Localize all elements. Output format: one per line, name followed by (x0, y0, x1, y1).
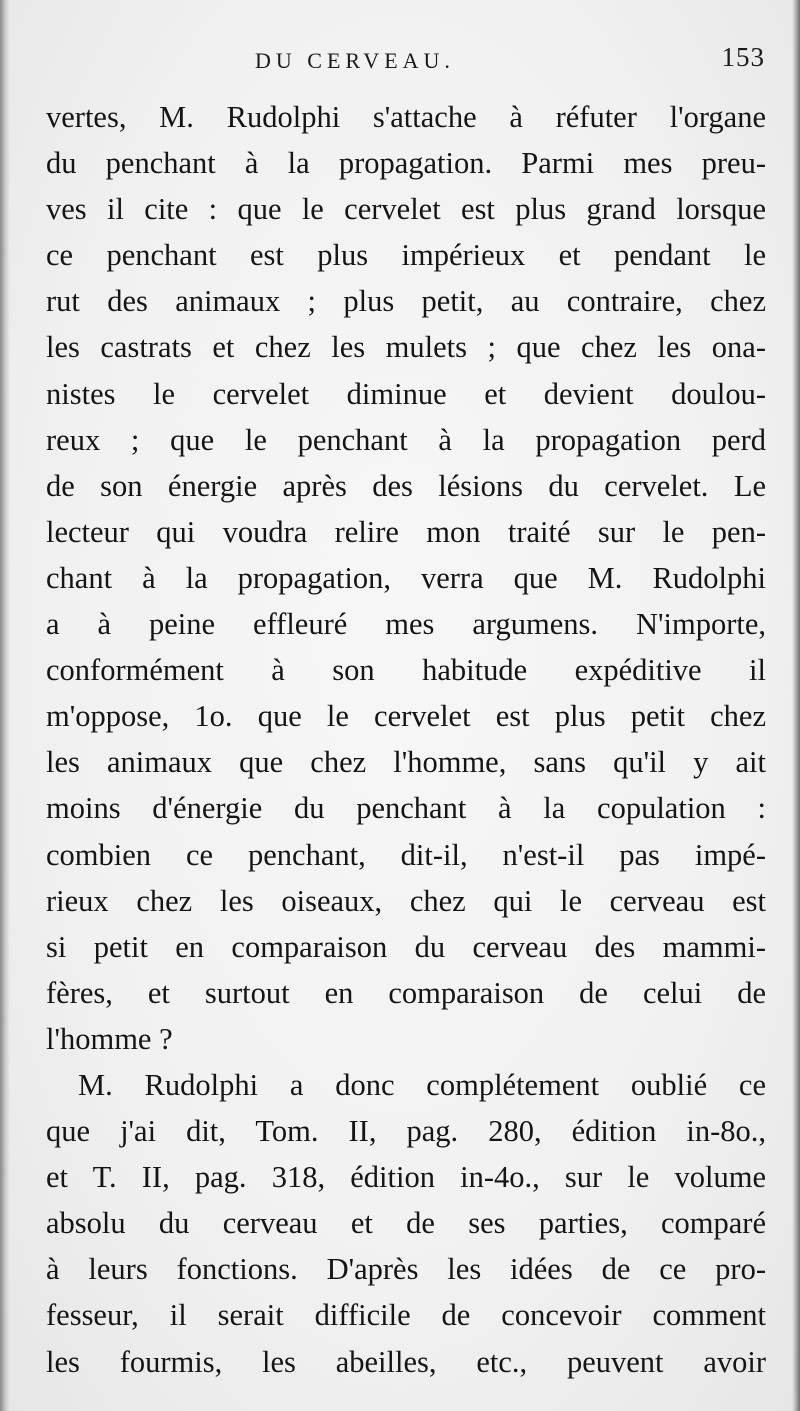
text-line: absolu du cerveau et de ses parties, comparé (46, 1206, 766, 1241)
text-line: si petit en comparaison du cerveau des mammi- (46, 929, 766, 964)
text-line: les animaux que chez l'homme, sans qu'il y ait (46, 745, 766, 780)
text-line: que j'ai dit, Tom. II, pag. 280, édition in-8o., (46, 1114, 766, 1149)
text-line: m'oppose, 1o. que le cervelet est plus petit chez (46, 699, 766, 734)
text-line: M. Rudolphi a donc complétement oublié ce (78, 1067, 766, 1102)
text-line: fères, et surtout en comparaison de celui de (46, 975, 766, 1010)
page-left-edge-shadow (0, 0, 10, 1411)
text-line: de son énergie après des lésions du cervelet. Le (46, 468, 766, 503)
text-line: lecteur qui voudra relire mon traité sur le pen- (46, 514, 766, 549)
text-line: rut des animaux ; plus petit, au contraire, chez (46, 284, 766, 319)
text-line: reux ; que le penchant à la propagation perd (46, 422, 766, 457)
text-line: vertes, M. Rudolphi s'attache à réfuter l'organe (46, 100, 766, 134)
page-header (40, 40, 765, 80)
text-line: du penchant à la propagation. Parmi mes preu- (46, 146, 766, 181)
text-line: moins d'énergie du penchant à la copulation : (46, 791, 766, 826)
text-line: ce penchant est plus impérieux et pendant le (46, 238, 766, 273)
text-line: et T. II, pag. 318, édition in-4o., sur le volume (46, 1160, 766, 1195)
text-line: conformément à son habitude expéditive il (46, 653, 766, 688)
text-line: les fourmis, les abeilles, etc., peuvent avoir (46, 1344, 766, 1379)
page-number: 153 (721, 42, 765, 72)
text-line: l'homme ? (46, 1021, 173, 1056)
text-line: à leurs fonctions. D'après les idées de ce pro- (46, 1252, 766, 1287)
text-line: combien ce penchant, dit-il, n'est-il pas impé- (46, 837, 766, 872)
text-line: nistes le cervelet diminue et devient doulou- (46, 376, 766, 411)
text-line: ves il cite : que le cervelet est plus grand lorsque (46, 192, 766, 227)
body-text (46, 94, 766, 1385)
text-line: rieux chez les oiseaux, chez qui le cerveau est (46, 883, 766, 918)
running-head: DU CERVEAU. (255, 48, 455, 73)
text-line: a à peine effleuré mes argumens. N'importe, (46, 607, 766, 642)
text-line: chant à la propagation, verra que M. Rudolphi (46, 560, 766, 595)
text-line: les castrats et chez les mulets ; que chez les ona- (46, 330, 766, 365)
page-right-edge-shadow (792, 0, 800, 1411)
text-line: fesseur, il serait difficile de concevoir comment (46, 1298, 766, 1333)
